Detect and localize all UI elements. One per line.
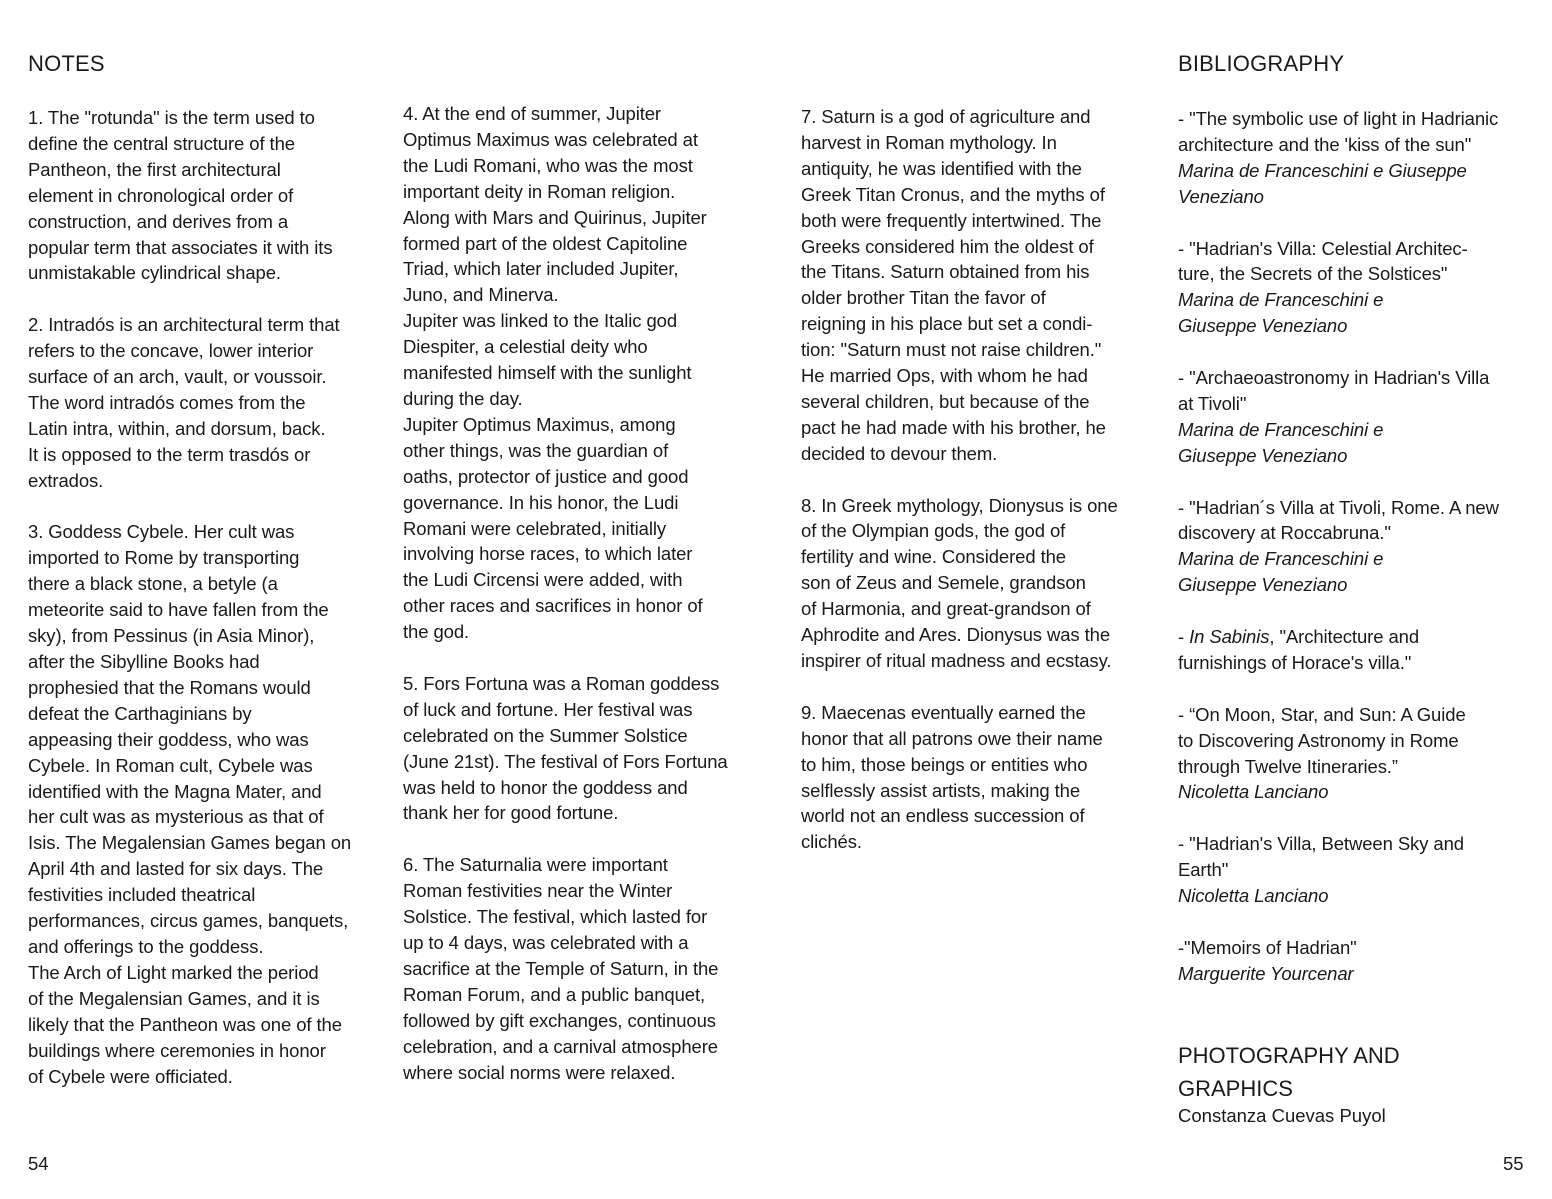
- note-line: Isis. The Megalensian Games began on: [28, 832, 352, 854]
- note-line: Aphrodite and Ares. Dionysus was the: [801, 624, 1111, 646]
- note-paragraph: [28, 519, 388, 1089]
- bibliography-author-line: Marina de Franceschini e: [1178, 289, 1384, 311]
- bibliography-heading: BIBLIOGRAPHY: [1178, 51, 1345, 76]
- notes-column-1: [28, 105, 388, 1115]
- note-line: festivities included theatrical: [28, 884, 256, 906]
- note-line: during the day.: [403, 387, 523, 409]
- note-line: Triad, which later included Jupiter,: [403, 258, 679, 280]
- bibliography-title-line: Earth": [1178, 859, 1229, 881]
- note-line: son of Zeus and Semele, grandson: [801, 572, 1086, 594]
- note-line: several children, but because of the: [801, 390, 1090, 412]
- note-line: April 4th and lasted for six days. The: [28, 858, 324, 880]
- note-paragraph: [801, 104, 1161, 467]
- note-line: Greeks considered him the oldest of: [801, 235, 1094, 257]
- note-line: her cult was as mysterious as that of: [28, 806, 324, 828]
- note-line: after the Sibylline Books had: [28, 651, 260, 672]
- note-line: 2. Intradós is an architectural term that: [28, 314, 340, 336]
- note-line: where social norms were relaxed.: [403, 1061, 676, 1083]
- note-line: world not an endless succession of: [801, 805, 1085, 827]
- note-line: 5. Fors Fortuna was a Roman goddess: [403, 672, 720, 694]
- note-line: Diespiter, a celestial deity who: [403, 336, 648, 358]
- note-line: Jupiter was linked to the Italic god: [403, 310, 678, 332]
- note-line: inspirer of ritual madness and ecstasy.: [801, 650, 1112, 672]
- note-line: Greek Titan Cronus, and the myths of: [801, 183, 1105, 205]
- note-paragraph: [403, 671, 763, 826]
- bibliography-title-line: -"Memoirs of Hadrian": [1178, 936, 1357, 958]
- bibliography-author-line: Giuseppe Veneziano: [1178, 574, 1348, 596]
- note-line: Roman Forum, and a public banquet,: [403, 983, 706, 1005]
- note-line: up to 4 days, was celebrated with a: [403, 931, 689, 953]
- notes-column-2: [403, 101, 763, 1111]
- bibliography-title-line: through Twelve Itineraries.”: [1178, 755, 1398, 777]
- note-line: of Cybele were officiated.: [28, 1065, 233, 1087]
- bibliography-entry: [1178, 495, 1538, 599]
- bibliography-author-line: Marina de Franceschini e: [1178, 418, 1384, 440]
- bibliography-title-line: furnishings of Horace's villa.": [1178, 651, 1412, 673]
- note-line: sacrifice at the Temple of Saturn, in the: [403, 957, 719, 979]
- note-line: unmistakable cylindrical shape.: [28, 262, 281, 284]
- note-paragraph: [801, 700, 1161, 855]
- note-line: older brother Titan the favor of: [801, 287, 1046, 309]
- note-line: followed by gift exchanges, continuous: [403, 1009, 716, 1031]
- note-line: extrados.: [28, 469, 104, 491]
- note-line: identified with the Magna Mater, and: [28, 780, 322, 802]
- note-line: involving horse races, to which later: [403, 543, 693, 565]
- note-line: oaths, protector of justice and good: [403, 465, 689, 487]
- bibliography-title-line: - “On Moon, Star, and Sun: A Guide: [1178, 703, 1466, 725]
- note-line: prophesied that the Romans would: [28, 676, 311, 698]
- bibliography-entry: [1178, 236, 1538, 340]
- notes-heading: NOTES: [28, 51, 105, 76]
- note-line: 4. At the end of summer, Jupiter: [403, 103, 661, 124]
- note-line: reigning in his place but set a condi-: [801, 313, 1093, 335]
- note-line: defeat the Carthaginians by: [28, 702, 252, 724]
- bibliography-entry: [1178, 935, 1538, 987]
- bibliography-title-rest: , "Architecture and: [1269, 626, 1420, 648]
- note-paragraph: [403, 101, 763, 645]
- note-line: clichés.: [801, 831, 862, 853]
- note-line: define the central structure of the: [28, 132, 295, 154]
- note-line: tion: "Saturn must not raise children.": [801, 339, 1102, 361]
- note-line: Latin intra, within, and dorsum, back.: [28, 417, 326, 439]
- note-line: 1. The "rotunda" is the term used to: [28, 107, 315, 128]
- note-line: surface of an arch, vault, or voussoir.: [28, 366, 327, 388]
- note-line: pact he had made with his brother, he: [801, 416, 1106, 438]
- note-line: the god.: [403, 621, 470, 643]
- bibliography-author-line: Marina de Franceschini e: [1178, 548, 1384, 570]
- note-line: imported to Rome by transporting: [28, 547, 300, 569]
- note-line: refers to the concave, lower interior: [28, 340, 314, 362]
- note-line: both were frequently intertwined. The: [801, 209, 1102, 231]
- bibliography-title-line: [1178, 624, 1538, 650]
- note-line: construction, and derives from a: [28, 210, 289, 232]
- note-line: It is opposed to the term trasdós or: [28, 443, 311, 465]
- note-line: fertility and wine. Considered the: [801, 546, 1066, 568]
- note-line: of Harmonia, and great-grandson of: [801, 598, 1091, 620]
- credits-title: [1178, 1039, 1400, 1105]
- note-line: 8. In Greek mythology, Dionysus is one: [801, 494, 1118, 516]
- bibliography-title-line: discovery at Roccabruna.": [1178, 522, 1391, 544]
- bibliography-author-line: Veneziano: [1178, 185, 1264, 207]
- note-line: was held to honor the goddess and: [403, 776, 688, 798]
- note-line: 6. The Saturnalia were important: [403, 854, 668, 876]
- note-line: Pantheon, the first architectural: [28, 158, 281, 180]
- credits-title-line-1: PHOTOGRAPHY AND: [1178, 1043, 1400, 1068]
- note-line: appeasing their goddess, who was: [28, 728, 309, 750]
- note-line: governance. In his honor, the Ludi: [403, 491, 679, 513]
- note-line: manifested himself with the sunlight: [403, 362, 692, 384]
- note-line: Romani were celebrated, initially: [403, 517, 667, 539]
- note-line: Cybele. In Roman cult, Cybele was: [28, 754, 313, 776]
- bibliography-list: [1178, 106, 1538, 1013]
- note-line: Roman festivities near the Winter: [403, 880, 673, 902]
- bibliography-title-line: - "Hadrian's Villa: Celestial Architec-: [1178, 237, 1468, 259]
- bibliography-entry: [1178, 365, 1538, 469]
- note-line: honor that all patrons owe their name: [801, 727, 1103, 749]
- note-line: buildings where ceremonies in honor: [28, 1039, 326, 1061]
- bibliography-entry: [1178, 702, 1538, 806]
- bibliography-entry: [1178, 624, 1538, 676]
- page-number-right: 55: [1503, 1153, 1524, 1174]
- note-line: performances, circus games, banquets,: [28, 910, 349, 932]
- bibliography-title-prefix: -: [1178, 626, 1190, 648]
- note-line: 3. Goddess Cybele. Her cult was: [28, 521, 295, 543]
- note-line: of the Megalensian Games, and it is: [28, 987, 320, 1009]
- bibliography-title-line: - "Hadrian´s Villa at Tivoli, Rome. A new: [1178, 496, 1499, 518]
- note-line: celebration, and a carnival atmosphere: [403, 1035, 719, 1057]
- note-line: of luck and fortune. Her festival was: [403, 698, 693, 720]
- bibliography-title-italic: In Sabinis: [1189, 626, 1270, 648]
- bibliography-entry: [1178, 831, 1538, 909]
- note-line: other races and sacrifices in honor of: [403, 595, 703, 617]
- bibliography-title-line: to Discovering Astronomy in Rome: [1178, 729, 1459, 751]
- note-line: selflessly assist artists, making the: [801, 779, 1081, 801]
- note-paragraph: [28, 105, 388, 286]
- note-line: and offerings to the goddess.: [28, 935, 264, 957]
- note-line: 9. Maecenas eventually earned the: [801, 701, 1086, 723]
- note-line: harvest in Roman mythology. In: [801, 131, 1057, 153]
- note-line: (June 21st). The festival of Fors Fortuna: [403, 750, 728, 772]
- bibliography-title-line: architecture and the 'kiss of the sun": [1178, 133, 1472, 155]
- note-line: of the Olympian gods, the god of: [801, 520, 1066, 542]
- note-line: celebrated on the Summer Solstice: [403, 724, 688, 746]
- note-line: He married Ops, with whom he had: [801, 365, 1088, 387]
- credits-title-line-2: GRAPHICS: [1178, 1076, 1293, 1101]
- note-line: other things, was the guardian of: [403, 439, 669, 461]
- note-line: Along with Mars and Quirinus, Jupiter: [403, 206, 707, 228]
- bibliography-entry: [1178, 106, 1538, 210]
- note-line: The word intradós comes from the: [28, 391, 306, 413]
- note-line: the Ludi Circensi were added, with: [403, 569, 683, 591]
- note-line: Jupiter Optimus Maximus, among: [403, 413, 676, 435]
- note-line: Solstice. The festival, which lasted for: [403, 906, 708, 928]
- note-line: popular term that associates it with its: [28, 236, 333, 258]
- note-line: to him, those beings or entities who: [801, 753, 1088, 775]
- note-paragraph: [801, 493, 1161, 674]
- note-line: the Titans. Saturn obtained from his: [801, 261, 1090, 283]
- note-line: formed part of the oldest Capitoline: [403, 232, 688, 254]
- bibliography-author-line: Nicoletta Lanciano: [1178, 885, 1329, 907]
- note-line: The Arch of Light marked the period: [28, 961, 319, 983]
- bibliography-title-line: - "Hadrian's Villa, Between Sky and: [1178, 833, 1464, 855]
- note-line: the Ludi Romani, who was the most: [403, 154, 693, 176]
- bibliography-title-line: - "Archaeoastronomy in Hadrian's Villa: [1178, 367, 1490, 389]
- bibliography-author-line: Marina de Franceschini e Giuseppe: [1178, 159, 1467, 181]
- bibliography-title-line: ture, the Secrets of the Solstices": [1178, 263, 1448, 285]
- note-line: there a black stone, a betyle (a: [28, 573, 278, 595]
- credits-name: Constanza Cuevas Puyol: [1178, 1105, 1386, 1126]
- bibliography-author-line: Marguerite Yourcenar: [1178, 962, 1354, 984]
- note-line: thank her for good fortune.: [403, 802, 619, 824]
- bibliography-author-line: Giuseppe Veneziano: [1178, 444, 1348, 466]
- bibliography-author-line: Nicoletta Lanciano: [1178, 781, 1329, 803]
- note-paragraph: [28, 312, 388, 493]
- note-line: element in chronological order of: [28, 184, 294, 206]
- note-line: sky), from Pessinus (in Asia Minor),: [28, 625, 315, 647]
- note-line: decided to devour them.: [801, 442, 998, 464]
- note-line: meteorite said to have fallen from the: [28, 599, 329, 621]
- note-line: likely that the Pantheon was one of the: [28, 1013, 342, 1035]
- bibliography-author-line: Giuseppe Veneziano: [1178, 315, 1348, 337]
- note-line: 7. Saturn is a god of agriculture and: [801, 106, 1091, 127]
- note-line: Optimus Maximus was celebrated at: [403, 128, 698, 150]
- note-paragraph: [403, 852, 763, 1085]
- notes-column-3: [801, 104, 1161, 881]
- bibliography-title-line: at Tivoli": [1178, 392, 1247, 414]
- note-line: antiquity, he was identified with the: [801, 157, 1082, 179]
- bibliography-title-line: - "The symbolic use of light in Hadrianic: [1178, 108, 1499, 129]
- page-number-left: 54: [28, 1153, 49, 1174]
- note-line: important deity in Roman religion.: [403, 180, 676, 202]
- note-line: Juno, and Minerva.: [403, 284, 559, 306]
